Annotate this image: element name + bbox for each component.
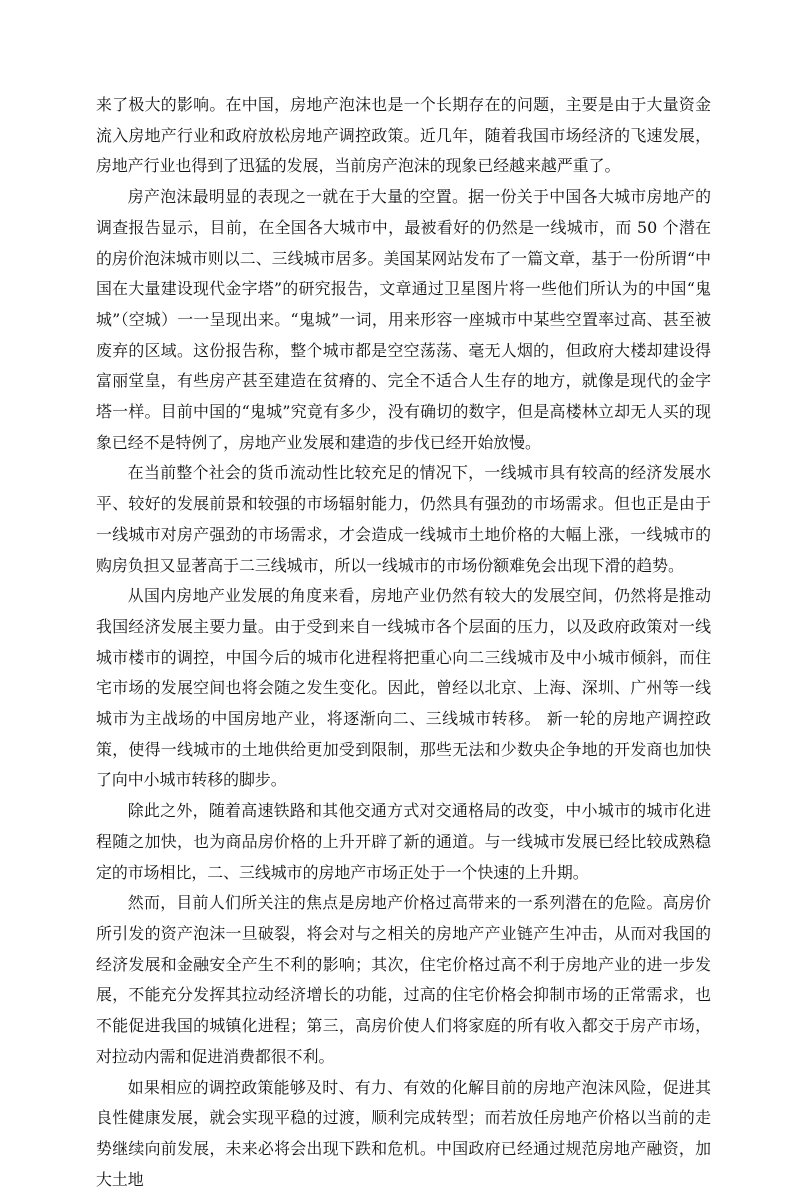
paragraph-continuation: 来了极大的影响。在中国，房地产泡沫也是一个长期存在的问题，主要是由于大量资金流入房地产行业和政府放松房地产调控政策。近几年，随着我国市场经济的飞速发展，房地产行业也得到了迅猛的发展，当前房产泡沫的现象已经越来越严重了。: [96, 90, 711, 182]
paragraph-policy: 如果相应的调控政策能够及时、有力、有效的化解目前的房地产泡沫风险，促进其良性健康发展，就会实现平稳的过渡，顺利完成转型；而若放任房地产价格以当前的走势继续向前发展，未来必将会出现下跌和危机。中国政府已经通过规范房地产融资，加大土地: [96, 1073, 711, 1195]
paragraph-domestic-development: 从国内房地产业发展的角度来看，房地产业仍然有较大的发展空间，仍然将是推动我国经济发展主要力量。由于受到来自一线城市各个层面的压力，以及政府政策对一线城市楼市的调控，中国今后的城市化进程将把重心向二三线城市及中小城市倾斜，而住宅市场的发展空间也将会随之发生变化。因此，曾经以北京、上海、深圳、广州等一线城市为主战场的中国房地产业，将逐渐向二、三线城市转移。 新一轮的房地产调控政策，使得一线城市的土地供给更加受到限制，那些无法和少数央企争地的开发商也加快了向中小城市转移的脚步。: [96, 581, 711, 796]
paragraph-transportation: 除此之外，随着高速铁路和其他交通方式对交通格局的改变，中小城市的城市化进程随之加快，也为商品房价格的上升开辟了新的通道。与一线城市发展已经比较成熟稳定的市场相比，二、三线城市的房地产市场正处于一个快速的上升期。: [96, 796, 711, 888]
document-body: [96, 90, 711, 1195]
paragraph-first-tier-demand: 在当前整个社会的货币流动性比较充足的情况下，一线城市具有较高的经济发展水平、较好的发展前景和较强的市场辐射能力，仍然具有强劲的市场需求。但也正是由于一线城市对房产强劲的市场需求，才会造成一线城市土地价格的大幅上涨，一线城市的购房负担又显著高于二三线城市，所以一线城市的市场份额难免会出现下滑的趋势。: [96, 458, 711, 581]
paragraph-vacancy: 房产泡沫最明显的表现之一就在于大量的空置。据一份关于中国各大城市房地产的调查报告显示，目前，在全国各大城市中，最被看好的仍然是一线城市，而 50 个潜在的房价泡沫城市则以二、三线城市居多。美国某网站发布了一篇文章，基于一份所谓“中国在大量建设现代金字塔”的研究报告，文章通过卫星图片将一些他们所认为的中国“鬼城”（空城）一一呈现出来。“鬼城”一词，用来形容一座城市中某些空置率过高、甚至被废弃的区域。这份报告称，整个城市都是空空荡荡、毫无人烟的，但政府大楼却建设得富丽堂皇，有些房产甚至建造在贫瘠的、完全不适合人生存的地方，就像是现代的金字塔一样。目前中国的“鬼城”究竟有多少，没有确切的数字，但是高楼林立却无人买的现象已经不是特例了，房地产业发展和建造的步伐已经开始放慢。: [96, 182, 711, 458]
paragraph-risks: 然而，目前人们所关注的焦点是房地产价格过高带来的一系列潜在的危险。高房价所引发的资产泡沫一旦破裂，将会对与之相关的房地产产业链产生冲击，从而对我国的经济发展和金融安全产生不利的影响；其次，住宅价格过高不利于房地产业的进一步发展，不能充分发挥其拉动经济增长的功能，过高的住宅价格会抑制市场的正常需求，也不能促进我国的城镇化进程；第三，高房价使人们将家庭的所有收入都交于房产市场，对拉动内需和促进消费都很不利。: [96, 888, 711, 1072]
